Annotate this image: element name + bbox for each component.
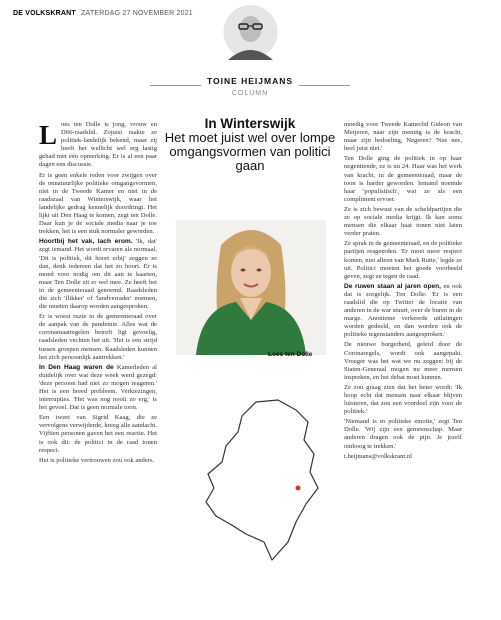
headline-title: Het moet juist wel over lompe omgangsvormen van politici gaan bbox=[164, 130, 336, 173]
article-column-right bbox=[344, 121, 462, 463]
paragraph: moedig voor Tweede Kamerlid Gideon van Meijeren, naar zijn mening is de kracht, maar zijn bedoeling, Negeren? 'Nee nee, heel juist niet.' bbox=[344, 121, 462, 153]
paragraph: Er is geen enkele reden voor zwijgen over de onnatuurlijke politieke omgangsvormen, niet in de Tweede Kamer en niet in de raadszaal van Winterswijk, waar het landelijke gedrag kennelijk doordringt. Het lijkt uit Den Haag te komen, zegt ten Dolle. Daar kun je de sociale media naar je toe trekken, het is een stuk normaler geworden. bbox=[39, 171, 157, 236]
paragraph-with-subhead bbox=[39, 238, 157, 311]
paragraph-text: 'Ik, dat' zegt iemand. Het wordt ervaren als normaal, 'Dit is politiek, dit hoort erbij' zeggen ze dan, denk iedereen dat het zo hoort. Er is moed voor nodig om dit aan te kaarten, maar Ten Dolle zit er wel mee. Ze heeft het in de gemeenteraad genoemd. Raadsleden die zich 'flikker' of 'landverrader' noemen, die moeten daarop worden aangesproken. bbox=[39, 238, 157, 311]
paragraph: Het is politieke vertrouwen zou ook anders. bbox=[39, 456, 155, 464]
netherlands-map-illustration bbox=[186, 392, 336, 567]
paragraph: Ze sprak in de gemeenteraad, en de politieke partijen reageerden. 'Er moet meer respect komen, niet alleen van Mark Rutte,' legde ze uit. Politici moeten het goede voorbeeld geven, zegt ze tegen de raad. bbox=[344, 240, 462, 280]
paragraph: Een tweet van Sigrid Kaag, die ze vervolgens verwijderde, kreeg alle aandacht. Vijftien personen gaven het een reactie. Het is ook dit: de politici in de raad tonen respect. bbox=[39, 414, 157, 454]
newspaper-name: DE VOLKSKRANT bbox=[13, 10, 76, 17]
paragraph-text: Kamerleden al duidelijk over wat deze week werd gezegd: 'deze persoon had niet zo mogen reageren.' Het is een breed probleem. Verkiezingen, interrupties. 'Het was nog nooit zo erg,' is het gevoel. Dat is geen normale toon. bbox=[39, 363, 157, 412]
subhead: In Den Haag waren de bbox=[39, 363, 114, 371]
column-label: COLUMN bbox=[231, 90, 269, 97]
paragraph: Ten Dolle ging de politiek in op haar negentiende, ze is nu 24. Haar was het werk van kracht, in de gemeenteraad, maar de toon is harder geworden. Iemand noemde haar 'populistisch', wat ze als een compliment ervoer. bbox=[344, 155, 462, 203]
subhead: De ruwen staan al jaren open, bbox=[344, 282, 442, 290]
paragraph: oes ten Dolle is jong, vrouw en D66-raadslid. Zojuist raakte ze politiek-landelijk bekend, maar zij heeft het wellicht wel erg lastig gehad met één opmerking. Er is al een paar dagen een discussie. bbox=[39, 121, 157, 169]
paragraph-with-subhead bbox=[39, 364, 157, 413]
drop-cap: L bbox=[39, 120, 58, 150]
paragraph: 'Niemand is in politieke emotie,' zegt Ten Dolle. 'Wij zijn een gemeenschap. Maar anderen dragen ook de pijn. Je jezelf omhoog te trekken.' bbox=[344, 418, 462, 450]
paragraph-with-subhead bbox=[344, 283, 462, 340]
paragraph-text: en ook dat is zorgelijk. Ten Dolle: 'Er is een raadslid die op Twitter de locatie van anderen in de war stuurt, over de buren in de marge. Anonieme verkeerde uitlatingen worden gedeeld, en dan worden ook de politieke tegenstanders aangesproken.' bbox=[344, 282, 463, 339]
paragraph: Er is woest ruzie in de gemeenteraad over de aanpak van de pandemie. Alles wat de coronamaatregelen betreft ligt gevoelig, raadsleden vechten het uit. 'Het is een strijd tussen groepen mensen. Raadsleden kunnen het zich persoonlijk aantrekken.' bbox=[39, 313, 157, 361]
portrait-photo bbox=[176, 220, 326, 355]
photo-caption: Loes ten Dolle bbox=[268, 351, 313, 358]
headline-kicker: In Winterswijk bbox=[204, 116, 296, 131]
paragraph: Ze zou graag zien dat het beter wordt: 'Ik hoop echt dat mensen naar elkaar blijven luisteren, dat zou een voordeel zijn voor de politiek.' bbox=[344, 383, 462, 416]
article-column-left bbox=[39, 121, 157, 467]
subhead: Hoortbij het vak, lach erom. bbox=[39, 238, 133, 246]
paragraph: Ze is zich bewust van de scheldpartijen die ze op sociale media krijgt. Ik kan soms mensen die elkaar haat tonen niet laten verder praten. bbox=[344, 205, 462, 238]
issue-date: ZATERDAG 27 NOVEMBER 2021 bbox=[81, 10, 193, 17]
byline bbox=[150, 70, 350, 102]
columnist-portrait bbox=[218, 2, 283, 60]
author-name: TOINE HEIJMANS bbox=[201, 76, 299, 86]
paragraph: De nieuwe burgerheid, geleid door de Coronaregels, wordt ook aangepakt. Vroeger was het wat we nu zeggen: bij de Staten-Generaal mogen nu meer mensen inspreken, en het debat moet kunnen. bbox=[344, 341, 462, 381]
headline-block bbox=[162, 116, 338, 173]
author-email[interactable]: t.heijmans@volkskrant.nl bbox=[344, 452, 412, 460]
